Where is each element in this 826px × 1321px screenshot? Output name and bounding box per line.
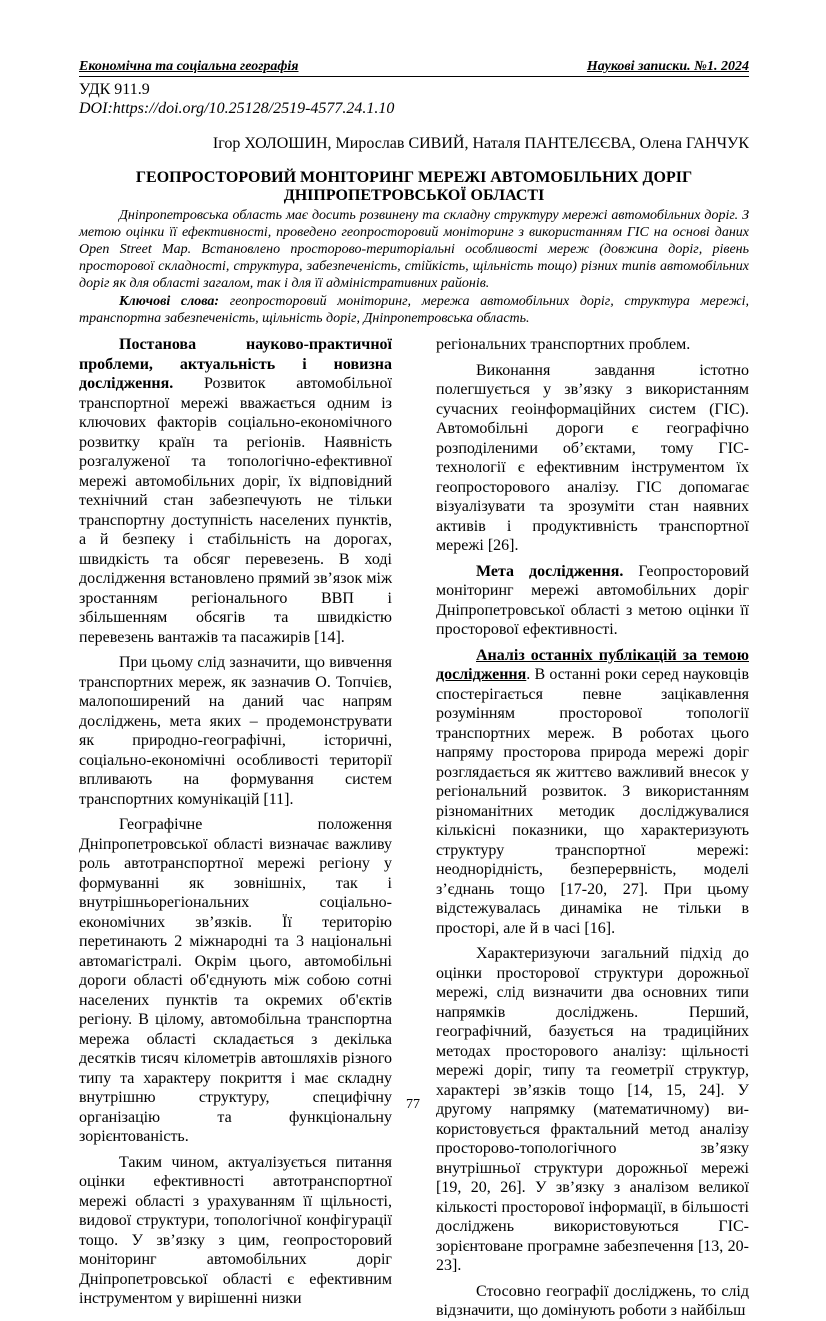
journal-section: Економічна та соціальна географія	[79, 59, 299, 74]
paragraph-problem-statement	[79, 335, 392, 647]
paragraph-literature-review	[436, 646, 749, 939]
page-number: 77	[406, 1097, 420, 1112]
authors: Ігор ХОЛОШИН, Мирослав СИВИЙ, Наталя ПАНТЕЛЄЄВА, Олена ГАНЧУК	[212, 135, 749, 152]
right-column	[436, 335, 749, 1321]
abstract: Дніпропетровська область має досить розвинену та складну структуру мережі автомобільних доріг. З метою оцінки її ефективності, проведено геопросторовий моніторинг з використанням ГІС на основі даних Open Street Map. Встановлено просторово-територіальні особливості мереж (довжина доріг, рівень просторової складності, структура, забезпеченість, стійкість, щільність тощо) різних типів автомобільних доріг як для області загалом, так і для її адміністративних районів.	[79, 208, 749, 291]
keywords	[79, 293, 749, 327]
title-line-2: ДНІПРОПЕТРОВСЬКОЇ ОБЛАСТІ	[283, 187, 545, 204]
paragraph: Стосовно географії досліджень, то слід відзначити, що домінують роботи з найбільш	[436, 1282, 749, 1319]
paragraph-text: Геопросторовий моніторинг мережі автомобільних доріг Дніпропетровської області з метою оцінки її просторової ефективності.	[436, 562, 749, 638]
keywords-label: Ключові слова:	[119, 294, 220, 309]
paragraph-continuation: регіональних транспортних проблем.	[436, 336, 691, 353]
udc-code: УДК 911.9	[79, 81, 150, 98]
doi-link[interactable]: DOI:https://doi.org/10.25128/2519-4577.24.1.10	[79, 100, 395, 117]
paragraph-text: . В останні роки серед науковців спостерігається певне зацікавлення розумінням просторової топології транспортних мереж. В роботах цього напряму просторова природа мережі доріг розглядається як життєво важливий внесок у регіональний розвиток. З використанням різноманітних методик досліджувалися кількісні показники, що характеризують структуру транспортної мережі: неоднорідність, безперервність, моделі з’єднань тощо [17-20, 27]. При цьому відстежувалась динаміка не тільки в просторі, але й в часі [16].	[436, 666, 749, 937]
title-line-1: ГЕОПРОСТОРОВИЙ МОНІТОРИНГ МЕРЕЖІ АВТОМОБІЛЬНИХ ДОРІГ	[135, 169, 693, 186]
section-heading: Постанова науково-практичної проблеми, актуальність і новизна дослідження.	[79, 336, 392, 392]
paragraph: Характеризуючи загальний підхід до оцінки просторової структури дорожньої мережі, слід визначити два основних типи напрямків досліджень. Перший, географічний, базується на традиційних методах просторового аналізу: щільності мережі доріг, типу та геометрії структур, характері зв’язків тощо [14, 15, 24]. У другому напрямку (математичному) ви-користовується фрактальний метод аналізу просторово-топологічного зв’язку внутрішньої структури дорожньої мережі [19, 20, 26]. У зв’язку з аналізом великої кількості просторової інформації, в більшості досліджень використовуються ГІС-зорієнтоване програмне забезпечення [13, 20-23].	[436, 945, 749, 1274]
section-heading: Аналіз останніх публікацій за темою дослідження	[436, 646, 749, 683]
paragraph-research-goal	[436, 562, 749, 640]
paragraph: Таким чином, актуалізується питання оцінки ефективності автотранспортної мережі області з урахуванням її щільності, видової структури, топологічної конфігурації тощо. У зв’язку з цим, геопросторовий моніторинг автомобільних доріг Дніпропетровської області є ефективним інструментом у вирішенні низки	[79, 1153, 392, 1307]
paragraph-text: Розвиток автомобільної транспортної мережі вважається одним із ключових факторів соціально-економічного розвитку країн та регіонів. Наявність розгалуженої та топологічно-ефективної мережі автомобільних доріг, їх відповідний технічний стан забезпечують не тільки транспортну доступність населених пунктів, а й безпеку і стабільність на дорогах, швидкість та обсяг перевезень. В ході дослідження встановлено прямий зв’язок між зростанням регіонального ВВП і збільшенням обсягів та швидкістю перевезень вантажів та пасажирів [14].	[79, 375, 392, 646]
article-title	[79, 169, 749, 205]
left-column	[79, 335, 392, 1321]
paragraph: При цьому слід зазначити, що вивчення транспортних мереж, як зазначив О. Топчієв, малопоширений на даний час напрям досліджень, мета яких – продемонструвати як природно-географічні, історичні, соціально-економічні особливості території впливають на формування систем транспортних комунікацій [11].	[79, 654, 392, 808]
journal-issue: Наукові записки. №1. 2024	[586, 59, 749, 74]
paragraph: Виконання завдання істотно полегшується у зв’язку з використанням сучасних геоінформаційних систем (ГІС). Автомобільні дороги є географічно розподіленими об’єктами, тому ГІС-технології є ефективним інструментом їх геопросторового аналізу. ГІС допомагає візуалізувати та зрозуміти стан наявних активів і продуктивність транспортної мережі [26].	[436, 361, 749, 554]
paragraph: Географічне положення Дніпропетровської області визначає важливу роль автотранспортної мережі регіону у формуванні як зовнішніх, так і внутрішньорегіональних соціально-економічних зв’язків. Її територію перетинають 2 міжнародні та 3 національні автомагістралі. Окрім цього, автомобільні дороги області об'єднують між собою сотні населених пунктів та окремих об'єктів регіону. В цілому, автомобільна транспортна мережа області складається з декілька десятків тисяч кілометрів автошляхів різного типу та характеру покриття і має складну внутрішню структуру, специфічну організацію та функціональну зорієнтованість.	[79, 816, 392, 1145]
section-heading: Мета дослідження.	[476, 562, 624, 580]
body-columns	[79, 335, 749, 1321]
page	[79, 59, 749, 1321]
running-head	[79, 59, 749, 77]
keywords-text: геопросторовий моніторинг, мережа автомобільних доріг, структура мережі, транспортна забезпеченість, щільність доріг, Дніпропетровська область.	[79, 294, 749, 326]
